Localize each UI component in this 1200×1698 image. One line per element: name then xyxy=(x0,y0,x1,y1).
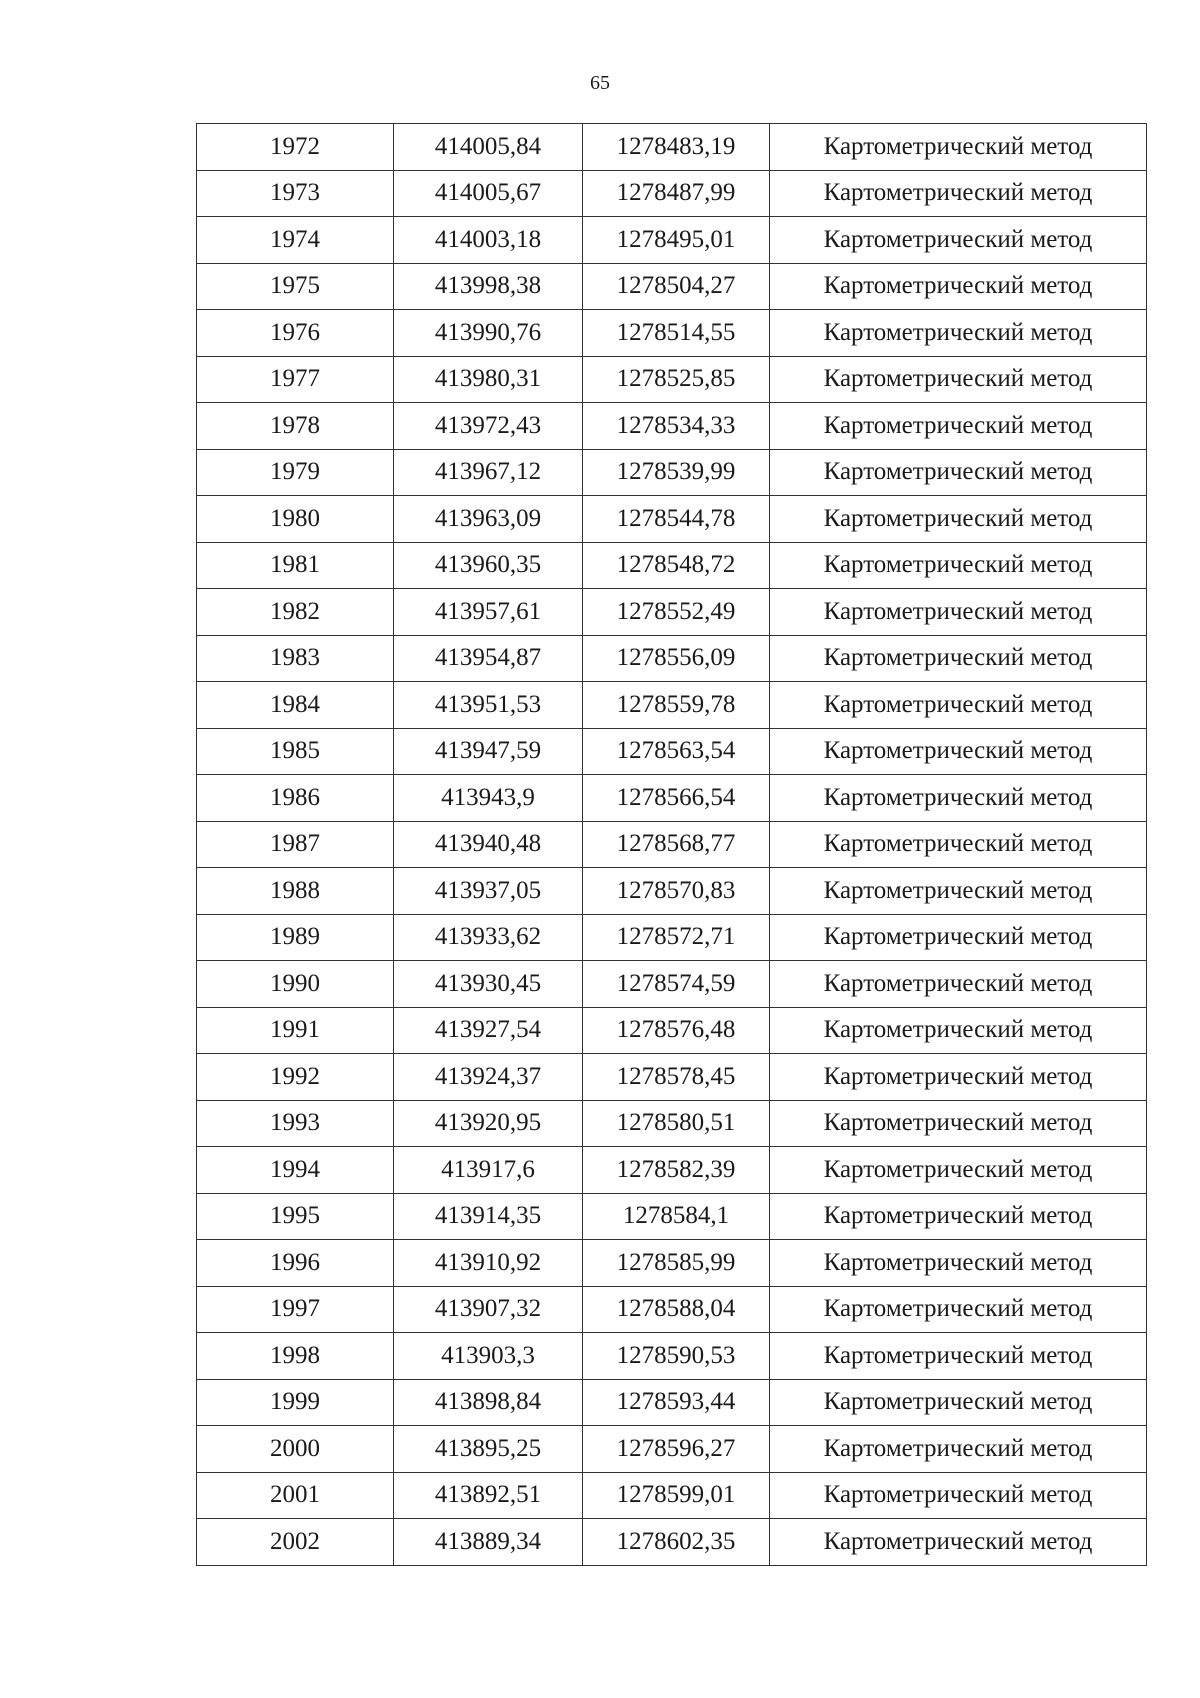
method-cell: Картометрический метод xyxy=(770,1240,1147,1287)
y-coordinate-cell: 1278483,19 xyxy=(583,124,770,171)
point-number-cell: 1994 xyxy=(197,1147,394,1194)
x-coordinate-cell: 413943,9 xyxy=(394,775,583,822)
y-coordinate-cell: 1278588,04 xyxy=(583,1286,770,1333)
method-cell: Картометрический метод xyxy=(770,635,1147,682)
method-cell: Картометрический метод xyxy=(770,1472,1147,1519)
point-number-cell: 1998 xyxy=(197,1333,394,1380)
y-coordinate-cell: 1278514,55 xyxy=(583,310,770,357)
point-number-cell: 1976 xyxy=(197,310,394,357)
coordinates-table-container xyxy=(196,123,1142,1566)
y-coordinate-cell: 1278593,44 xyxy=(583,1379,770,1426)
table-row xyxy=(197,263,1147,310)
table-row xyxy=(197,310,1147,357)
table-row xyxy=(197,496,1147,543)
method-cell: Картометрический метод xyxy=(770,961,1147,1008)
x-coordinate-cell: 413917,6 xyxy=(394,1147,583,1194)
x-coordinate-cell: 413990,76 xyxy=(394,310,583,357)
method-cell: Картометрический метод xyxy=(770,1007,1147,1054)
table-body xyxy=(197,124,1147,1566)
x-coordinate-cell: 413920,95 xyxy=(394,1100,583,1147)
table-row xyxy=(197,682,1147,729)
x-coordinate-cell: 414005,67 xyxy=(394,170,583,217)
point-number-cell: 2002 xyxy=(197,1519,394,1566)
y-coordinate-cell: 1278574,59 xyxy=(583,961,770,1008)
point-number-cell: 1996 xyxy=(197,1240,394,1287)
x-coordinate-cell: 413930,45 xyxy=(394,961,583,1008)
method-cell: Картометрический метод xyxy=(770,1054,1147,1101)
y-coordinate-cell: 1278534,33 xyxy=(583,403,770,450)
y-coordinate-cell: 1278568,77 xyxy=(583,821,770,868)
x-coordinate-cell: 413933,62 xyxy=(394,914,583,961)
x-coordinate-cell: 413940,48 xyxy=(394,821,583,868)
y-coordinate-cell: 1278602,35 xyxy=(583,1519,770,1566)
method-cell: Картометрический метод xyxy=(770,1286,1147,1333)
table-row xyxy=(197,449,1147,496)
x-coordinate-cell: 413972,43 xyxy=(394,403,583,450)
y-coordinate-cell: 1278495,01 xyxy=(583,217,770,264)
y-coordinate-cell: 1278504,27 xyxy=(583,263,770,310)
y-coordinate-cell: 1278552,49 xyxy=(583,589,770,636)
table-row xyxy=(197,1519,1147,1566)
method-cell: Картометрический метод xyxy=(770,1379,1147,1426)
table-row xyxy=(197,542,1147,589)
y-coordinate-cell: 1278556,09 xyxy=(583,635,770,682)
method-cell: Картометрический метод xyxy=(770,821,1147,868)
x-coordinate-cell: 413960,35 xyxy=(394,542,583,589)
y-coordinate-cell: 1278578,45 xyxy=(583,1054,770,1101)
y-coordinate-cell: 1278572,71 xyxy=(583,914,770,961)
table-row xyxy=(197,728,1147,775)
y-coordinate-cell: 1278544,78 xyxy=(583,496,770,543)
table-row xyxy=(197,1240,1147,1287)
method-cell: Картометрический метод xyxy=(770,682,1147,729)
y-coordinate-cell: 1278539,99 xyxy=(583,449,770,496)
table-row xyxy=(197,217,1147,264)
table-row xyxy=(197,356,1147,403)
point-number-cell: 1984 xyxy=(197,682,394,729)
y-coordinate-cell: 1278487,99 xyxy=(583,170,770,217)
method-cell: Картометрический метод xyxy=(770,1193,1147,1240)
table-row xyxy=(197,635,1147,682)
x-coordinate-cell: 413895,25 xyxy=(394,1426,583,1473)
table-row xyxy=(197,170,1147,217)
point-number-cell: 1974 xyxy=(197,217,394,264)
point-number-cell: 1997 xyxy=(197,1286,394,1333)
method-cell: Картометрический метод xyxy=(770,496,1147,543)
x-coordinate-cell: 413907,32 xyxy=(394,1286,583,1333)
x-coordinate-cell: 413910,92 xyxy=(394,1240,583,1287)
point-number-cell: 1995 xyxy=(197,1193,394,1240)
point-number-cell: 1982 xyxy=(197,589,394,636)
method-cell: Картометрический метод xyxy=(770,868,1147,915)
point-number-cell: 1972 xyxy=(197,124,394,171)
method-cell: Картометрический метод xyxy=(770,1519,1147,1566)
table-row xyxy=(197,1007,1147,1054)
point-number-cell: 1985 xyxy=(197,728,394,775)
y-coordinate-cell: 1278563,54 xyxy=(583,728,770,775)
y-coordinate-cell: 1278584,1 xyxy=(583,1193,770,1240)
x-coordinate-cell: 413889,34 xyxy=(394,1519,583,1566)
method-cell: Картометрический метод xyxy=(770,217,1147,264)
method-cell: Картометрический метод xyxy=(770,914,1147,961)
x-coordinate-cell: 414005,84 xyxy=(394,124,583,171)
table-row xyxy=(197,1100,1147,1147)
page-number: 65 xyxy=(590,72,610,94)
table-row xyxy=(197,1426,1147,1473)
point-number-cell: 1988 xyxy=(197,868,394,915)
table-row xyxy=(197,1286,1147,1333)
y-coordinate-cell: 1278525,85 xyxy=(583,356,770,403)
point-number-cell: 2001 xyxy=(197,1472,394,1519)
method-cell: Картометрический метод xyxy=(770,449,1147,496)
method-cell: Картометрический метод xyxy=(770,356,1147,403)
point-number-cell: 1981 xyxy=(197,542,394,589)
point-number-cell: 1983 xyxy=(197,635,394,682)
method-cell: Картометрический метод xyxy=(770,728,1147,775)
coordinates-table xyxy=(196,123,1147,1566)
table-row xyxy=(197,403,1147,450)
method-cell: Картометрический метод xyxy=(770,403,1147,450)
y-coordinate-cell: 1278566,54 xyxy=(583,775,770,822)
point-number-cell: 1992 xyxy=(197,1054,394,1101)
y-coordinate-cell: 1278590,53 xyxy=(583,1333,770,1380)
y-coordinate-cell: 1278559,78 xyxy=(583,682,770,729)
table-row xyxy=(197,961,1147,1008)
x-coordinate-cell: 413914,35 xyxy=(394,1193,583,1240)
table-row xyxy=(197,821,1147,868)
y-coordinate-cell: 1278582,39 xyxy=(583,1147,770,1194)
x-coordinate-cell: 414003,18 xyxy=(394,217,583,264)
table-row xyxy=(197,1333,1147,1380)
x-coordinate-cell: 413951,53 xyxy=(394,682,583,729)
x-coordinate-cell: 413963,09 xyxy=(394,496,583,543)
table-row xyxy=(197,1054,1147,1101)
x-coordinate-cell: 413957,61 xyxy=(394,589,583,636)
point-number-cell: 1989 xyxy=(197,914,394,961)
method-cell: Картометрический метод xyxy=(770,310,1147,357)
method-cell: Картометрический метод xyxy=(770,170,1147,217)
table-row xyxy=(197,775,1147,822)
method-cell: Картометрический метод xyxy=(770,1147,1147,1194)
method-cell: Картометрический метод xyxy=(770,1426,1147,1473)
point-number-cell: 1979 xyxy=(197,449,394,496)
table-row xyxy=(197,589,1147,636)
method-cell: Картометрический метод xyxy=(770,263,1147,310)
y-coordinate-cell: 1278596,27 xyxy=(583,1426,770,1473)
y-coordinate-cell: 1278548,72 xyxy=(583,542,770,589)
y-coordinate-cell: 1278576,48 xyxy=(583,1007,770,1054)
x-coordinate-cell: 413924,37 xyxy=(394,1054,583,1101)
table-row xyxy=(197,1147,1147,1194)
point-number-cell: 1973 xyxy=(197,170,394,217)
method-cell: Картометрический метод xyxy=(770,542,1147,589)
table-row xyxy=(197,868,1147,915)
x-coordinate-cell: 413937,05 xyxy=(394,868,583,915)
x-coordinate-cell: 413927,54 xyxy=(394,1007,583,1054)
method-cell: Картометрический метод xyxy=(770,1333,1147,1380)
x-coordinate-cell: 413980,31 xyxy=(394,356,583,403)
point-number-cell: 1978 xyxy=(197,403,394,450)
point-number-cell: 1987 xyxy=(197,821,394,868)
x-coordinate-cell: 413954,87 xyxy=(394,635,583,682)
x-coordinate-cell: 413903,3 xyxy=(394,1333,583,1380)
table-row xyxy=(197,1472,1147,1519)
y-coordinate-cell: 1278570,83 xyxy=(583,868,770,915)
point-number-cell: 2000 xyxy=(197,1426,394,1473)
method-cell: Картометрический метод xyxy=(770,775,1147,822)
point-number-cell: 1977 xyxy=(197,356,394,403)
y-coordinate-cell: 1278599,01 xyxy=(583,1472,770,1519)
table-row xyxy=(197,1379,1147,1426)
point-number-cell: 1999 xyxy=(197,1379,394,1426)
method-cell: Картометрический метод xyxy=(770,1100,1147,1147)
point-number-cell: 1990 xyxy=(197,961,394,1008)
x-coordinate-cell: 413947,59 xyxy=(394,728,583,775)
y-coordinate-cell: 1278585,99 xyxy=(583,1240,770,1287)
method-cell: Картометрический метод xyxy=(770,124,1147,171)
point-number-cell: 1980 xyxy=(197,496,394,543)
table-row xyxy=(197,124,1147,171)
x-coordinate-cell: 413898,84 xyxy=(394,1379,583,1426)
x-coordinate-cell: 413967,12 xyxy=(394,449,583,496)
point-number-cell: 1991 xyxy=(197,1007,394,1054)
table-row xyxy=(197,1193,1147,1240)
point-number-cell: 1986 xyxy=(197,775,394,822)
point-number-cell: 1975 xyxy=(197,263,394,310)
x-coordinate-cell: 413998,38 xyxy=(394,263,583,310)
y-coordinate-cell: 1278580,51 xyxy=(583,1100,770,1147)
method-cell: Картометрический метод xyxy=(770,589,1147,636)
x-coordinate-cell: 413892,51 xyxy=(394,1472,583,1519)
table-row xyxy=(197,914,1147,961)
point-number-cell: 1993 xyxy=(197,1100,394,1147)
